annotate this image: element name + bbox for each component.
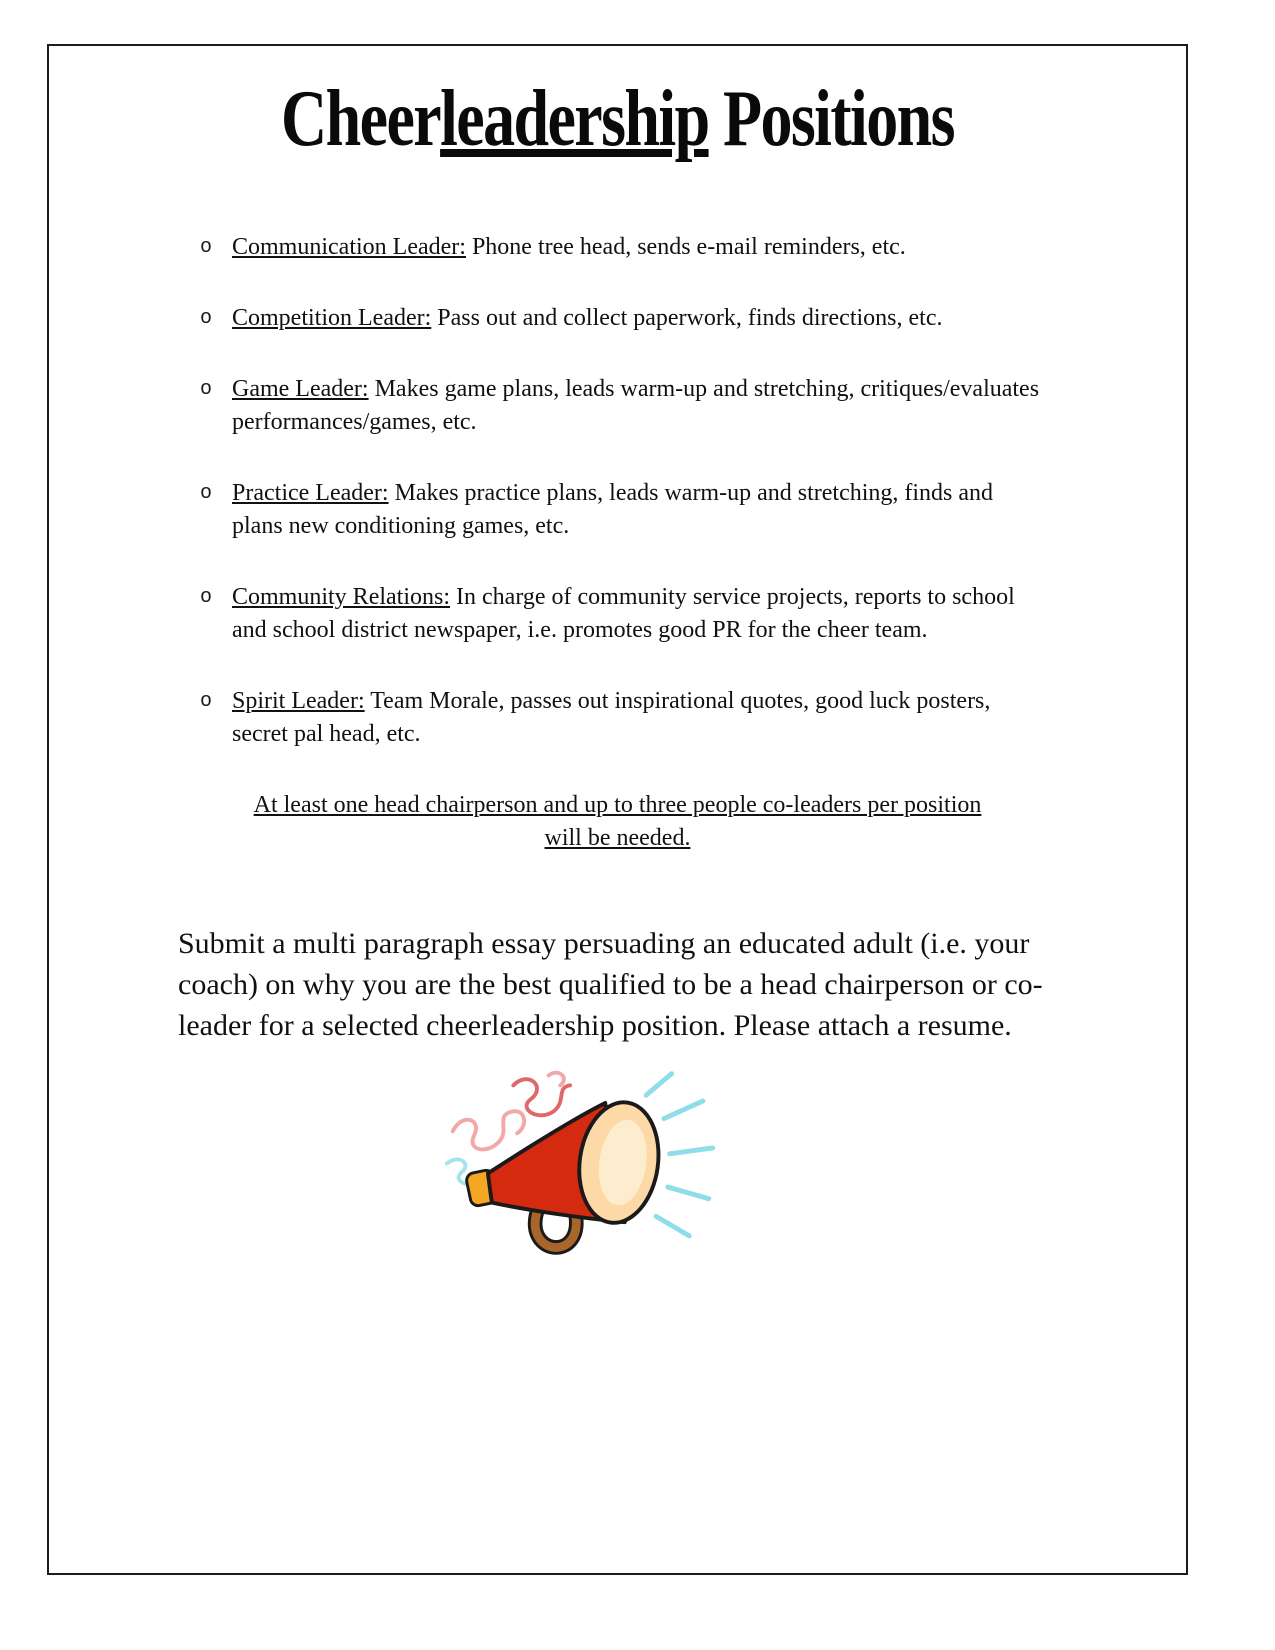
list-item (200, 477, 1098, 543)
position-description: Makes practice plans, leads warm-up and stretching, finds and plans new conditioning games, etc. (232, 480, 994, 539)
page-content (47, 44, 1188, 1273)
confetti-squiggle-pink-small (549, 1073, 564, 1086)
position-description: Team Morale, passes out inspirational quotes, good luck posters, secret pal head, etc. (232, 688, 991, 747)
list-item (200, 581, 1098, 647)
bullet-marker: o (200, 586, 213, 609)
position-description: Phone tree head, sends e-mail reminders, etc. (465, 234, 906, 260)
megaphone-clipart (420, 1058, 720, 1273)
list-item-text (232, 373, 1042, 439)
position-label: Game Leader: (232, 376, 369, 402)
sound-line (646, 1074, 671, 1096)
bullet-marker: o (200, 236, 213, 259)
list-item (200, 302, 1098, 335)
title-part-underlined: leadership (440, 75, 709, 163)
position-label: Competition Leader: (232, 305, 432, 331)
position-label: Practice Leader: (232, 480, 389, 506)
sound-line (670, 1148, 713, 1154)
sound-line (656, 1216, 689, 1236)
list-item (200, 685, 1098, 751)
bullet-marker: o (200, 307, 213, 330)
megaphone-svg (420, 1058, 720, 1273)
bullet-marker: o (200, 378, 213, 401)
list-item-text (232, 231, 1042, 264)
confetti-squiggle-pink (453, 1111, 524, 1149)
bullet-marker: o (200, 690, 213, 713)
list-item-text (232, 685, 1042, 751)
position-description: Makes game plans, leads warm-up and stretching, critiques/evaluates performances/games, etc. (232, 376, 1040, 435)
position-label: Spirit Leader: (232, 688, 365, 714)
sound-line (664, 1101, 703, 1119)
title-part: Positions (708, 75, 954, 163)
essay-instructions: Submit a multi paragraph essay persuading an educated adult (i.e. your coach) on why you are the best qualified to be a head chairperson or co-leader for a selected cheerleadership position. Please attach a resume. (178, 927, 1043, 1042)
list-item-text (232, 302, 1042, 335)
title-part: Cheer (281, 75, 441, 163)
list-item-text (232, 477, 1042, 543)
positions-list (200, 231, 1098, 751)
sound-line (668, 1187, 709, 1199)
bullet-marker: o (200, 482, 213, 505)
position-label: Community Relations: (232, 584, 451, 610)
position-description: Pass out and collect paperwork, finds directions, etc. (431, 305, 943, 331)
list-item (200, 231, 1098, 264)
list-item-text (232, 581, 1042, 647)
list-item (200, 373, 1098, 439)
position-description: In charge of community service projects, reports to school and school district newspaper, i.e. promotes good PR for the cheer team. (232, 584, 1015, 643)
position-label: Communication Leader: (232, 234, 466, 260)
chairperson-note: At least one head chairperson and up to three people co-leaders per position will be needed. (253, 792, 982, 851)
page-title (161, 74, 1074, 165)
